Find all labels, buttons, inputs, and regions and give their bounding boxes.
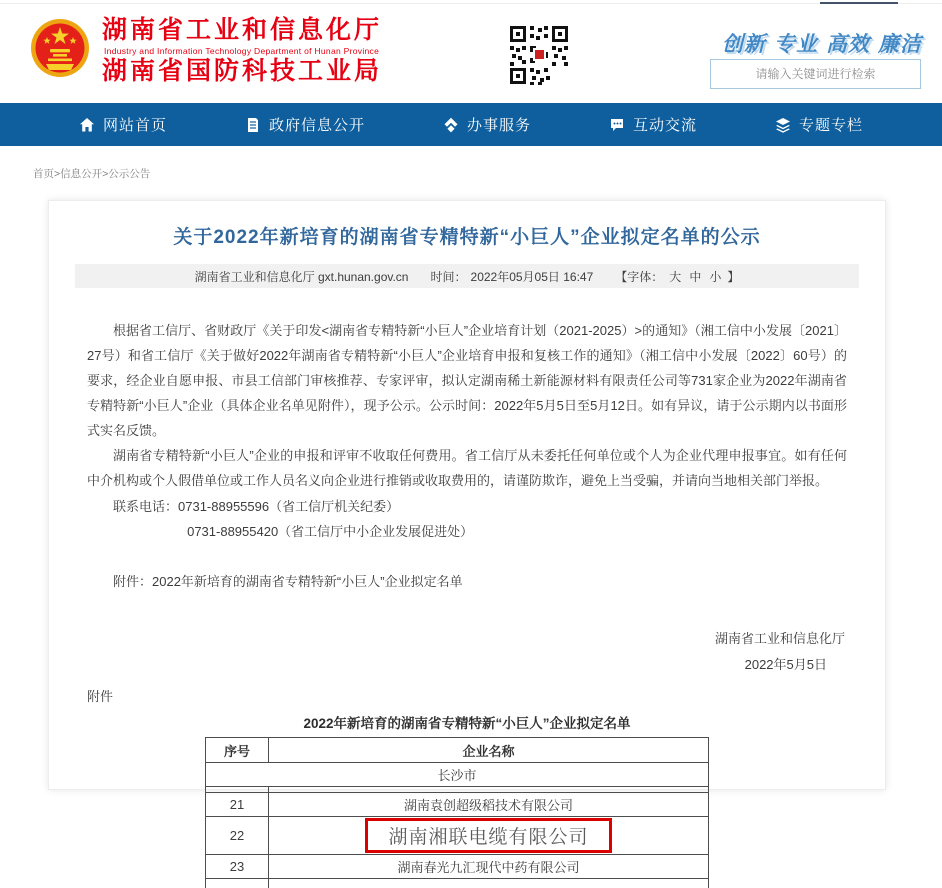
- slogan-word: 创新: [722, 33, 766, 56]
- font-size-large-button[interactable]: 大: [669, 269, 682, 284]
- document-icon: [245, 117, 261, 133]
- article-paragraph: 湖南省专精特新“小巨人”企业的申报和评审不收取任何费用。省工信厅从未委托任何单位或个人为企业代理申报事宜。如有任何中介机构或个人假借单位或工作人员名义向企业进行推销或收取费用的，请谨防欺诈，避免上当受骗，并请向当地相关部门举报。: [87, 448, 847, 488]
- attachment-label: 附件: [87, 689, 114, 704]
- contact-phone-line1: 联系电话：0731-88955596（省工信厅机关纪委）: [113, 499, 400, 514]
- layers-icon: [775, 117, 791, 133]
- slogan: [722, 28, 922, 58]
- table-header-name: 企业名称: [269, 738, 709, 763]
- table-header-row: [206, 738, 709, 763]
- content-panel: [48, 200, 886, 875]
- article-meta-bar: [75, 264, 859, 288]
- nav-item-label: 政府信息公开: [268, 117, 365, 134]
- china-national-emblem-icon: [30, 18, 90, 78]
- company-name-cell: 湖南袁创超级稻技术有限公司: [269, 793, 709, 817]
- article-time-label: 时间：: [430, 269, 467, 284]
- row-number-cell: 23: [206, 855, 269, 879]
- article-source: 湖南省工业和信息化厅 gxt.hunan.gov.cn: [194, 269, 409, 284]
- article-paragraph: 根据省工信厅、省财政厅《关于印发<湖南省专精特新“小巨人”企业培育计划（2021-2025）>的通知》（湘工信中小发展〔2021〕27号）和省工信厅《关于做好2022年湖南省专精特新“小巨人”企业培育申报和复核工作的通知》（湘工信中小发展〔2022〕60号）的要求，经企业自愿申报、市县工信部门审核推荐、专家评审，拟认定湖南稀土新能源材料有限责任公司等731家企业为2022年湖南省专精特新“小巨人”企业（具体企业名单见附件），现予公示。公示时间：2022年5月5日至5月12日。如有异议，请于公示期内以书面形式实名反馈。: [87, 323, 847, 438]
- table-header-no: 序号: [206, 738, 269, 763]
- nav-item-label: 专题专栏: [798, 117, 863, 134]
- site-header: [0, 4, 942, 103]
- chat-icon: [609, 117, 625, 133]
- article-body: [87, 318, 847, 594]
- row-number-cell: 21: [206, 793, 269, 817]
- nav-item-label: 办事服务: [466, 117, 531, 134]
- company-name-cell: 湖南春光九汇现代中药有限公司: [269, 855, 709, 879]
- main-nav: [0, 103, 942, 146]
- nav-item-label: 互动交流: [632, 117, 697, 134]
- row-number-cell: 22: [206, 817, 269, 855]
- article-time: 2022年05月05日 16:47: [470, 269, 594, 284]
- table-row: [206, 855, 709, 879]
- signature-block: [49, 626, 845, 678]
- nav-item-home[interactable]: [79, 114, 167, 135]
- attachment-reference-line: 附件：2022年新培育的湖南省专精特新“小巨人”企业拟定名单: [113, 574, 463, 589]
- table-group-row: [206, 763, 709, 787]
- search-box: [710, 59, 921, 89]
- table-group-city: 长沙市: [206, 763, 709, 787]
- org-name-line1: 湖南省工业和信息化厅: [102, 16, 383, 44]
- org-name-english: Industry and Information Technology Department of Hunan Province: [104, 45, 380, 56]
- enterprise-list-table: [205, 737, 709, 888]
- slogan-word: 高效: [826, 33, 870, 56]
- font-size-suffix: 】: [727, 269, 740, 284]
- nav-item-services[interactable]: [443, 114, 531, 135]
- search-input[interactable]: [711, 60, 920, 88]
- red-highlight-box: 湖南湘联电缆有限公司: [365, 818, 611, 853]
- table-row-highlighted: [206, 817, 709, 855]
- qr-code-icon: [508, 24, 570, 86]
- slogan-word: 廉洁: [878, 33, 922, 56]
- nav-item-interaction[interactable]: [609, 114, 697, 135]
- contact-phone-line2: 0731-88955420（省工信厅中小企业发展促进处）: [187, 524, 474, 539]
- nav-item-gov-info[interactable]: [245, 114, 365, 135]
- nav-item-special-topics[interactable]: [775, 114, 863, 135]
- page-title: 关于2022年新培育的湖南省专精特新“小巨人”企业拟定名单的公示: [173, 227, 761, 248]
- font-size-medium-button[interactable]: 中: [689, 269, 702, 284]
- attachment-table-title: 2022年新培育的湖南省专精特新“小巨人”企业拟定名单: [303, 716, 631, 731]
- signature-date: 2022年5月5日: [744, 657, 827, 672]
- breadcrumb[interactable]: 首页>信息公开>公示公告: [33, 168, 151, 180]
- company-name-cell: [269, 817, 709, 855]
- nav-item-label: 网站首页: [102, 117, 167, 134]
- home-icon: [79, 117, 95, 133]
- slogan-word: 专业: [774, 33, 818, 56]
- font-size-prefix: 【字体：: [615, 269, 664, 284]
- table-cutoff-row: [206, 879, 709, 888]
- service-diamond-icon: [443, 117, 459, 133]
- org-name-line2: 湖南省国防科技工业局: [102, 56, 383, 85]
- font-size-small-button[interactable]: 小: [709, 269, 722, 284]
- org-title-block: [102, 16, 382, 86]
- signature-org: 湖南省工业和信息化厅: [714, 631, 845, 646]
